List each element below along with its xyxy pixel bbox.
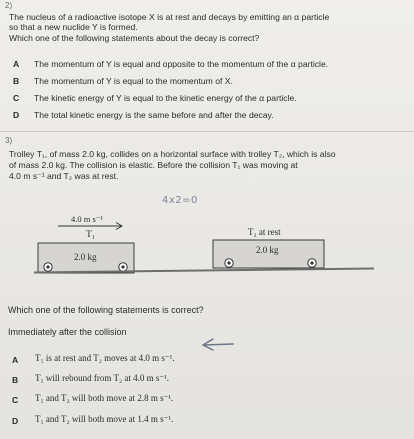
handwritten-note: 4x2=0 (162, 195, 198, 206)
q2-option-c-text: The kinetic energy of Y is equal to the kinetic energy of the α particle. (34, 93, 297, 103)
q3-option-c-letter: C (12, 395, 19, 405)
q2-option-b-letter: B (13, 76, 20, 86)
q3-option-d-letter: D (12, 416, 19, 426)
velocity-label: 4.0 m s⁻¹ (71, 214, 103, 224)
trolley-t2-label: T₂ at rest (248, 227, 281, 237)
q3-subheading: Immediately after the collision (8, 327, 127, 337)
question-3-number: 3) (5, 136, 13, 145)
q3-question: Which one of the following statements is correct? (8, 305, 204, 315)
question-2-number: 2) (5, 1, 13, 10)
q3-option-a-text: T₁ is at rest and T₂ moves at 4.0 m s⁻¹. (35, 353, 175, 363)
q2-stem-line-2: so that a new nuclide Y is formed. (9, 22, 138, 32)
q3-stem-line-1: Trolley T₁, of mass 2.0 kg, collides on a horizontal surface with trolley T₂, which is also (9, 149, 336, 159)
trolley-t2-mass: 2.0 kg (256, 245, 279, 255)
q3-option-c-text: T₁ and T₂ will both move at 2.8 m s⁻¹. (35, 393, 174, 403)
q2-option-a-text: The momentum of Y is equal and opposite to the momentum of the α particle. (34, 59, 329, 69)
q3-option-b-text: T₁ will rebound from T₂ at 4.0 m s⁻¹. (35, 373, 170, 383)
trolley-t1-mass: 2.0 kg (74, 252, 97, 262)
q2-option-c-letter: C (13, 93, 20, 103)
q2-option-d-text: The total kinetic energy is the same before and after the decay. (34, 110, 274, 120)
trolley-t1-label: T₁ (86, 230, 96, 240)
q2-option-a-letter: A (13, 59, 20, 69)
q3-option-b-letter: B (12, 375, 19, 385)
q2-option-b-text: The momentum of Y is equal to the momentum of X. (34, 76, 233, 86)
q3-option-a-letter: A (12, 355, 19, 365)
q3-stem-line-2: of mass 2.0 kg. The collision is elastic. Before the collision T₁ was moving at (9, 160, 298, 170)
q2-stem-line-1: The nucleus of a radioactive isotope X is at rest and decays by emitting an α particle (9, 12, 330, 22)
q2-stem-line-3: Which one of the following statements about the decay is correct? (9, 33, 260, 43)
q3-option-d-text: T₁ and T₂ will both move at 1.4 m s⁻¹. (35, 414, 174, 424)
q3-stem-line-3: 4.0 m s⁻¹ and T₂ was at rest. (9, 171, 119, 181)
handwritten-arrow-icon (203, 339, 233, 350)
q2-option-d-letter: D (13, 110, 20, 120)
